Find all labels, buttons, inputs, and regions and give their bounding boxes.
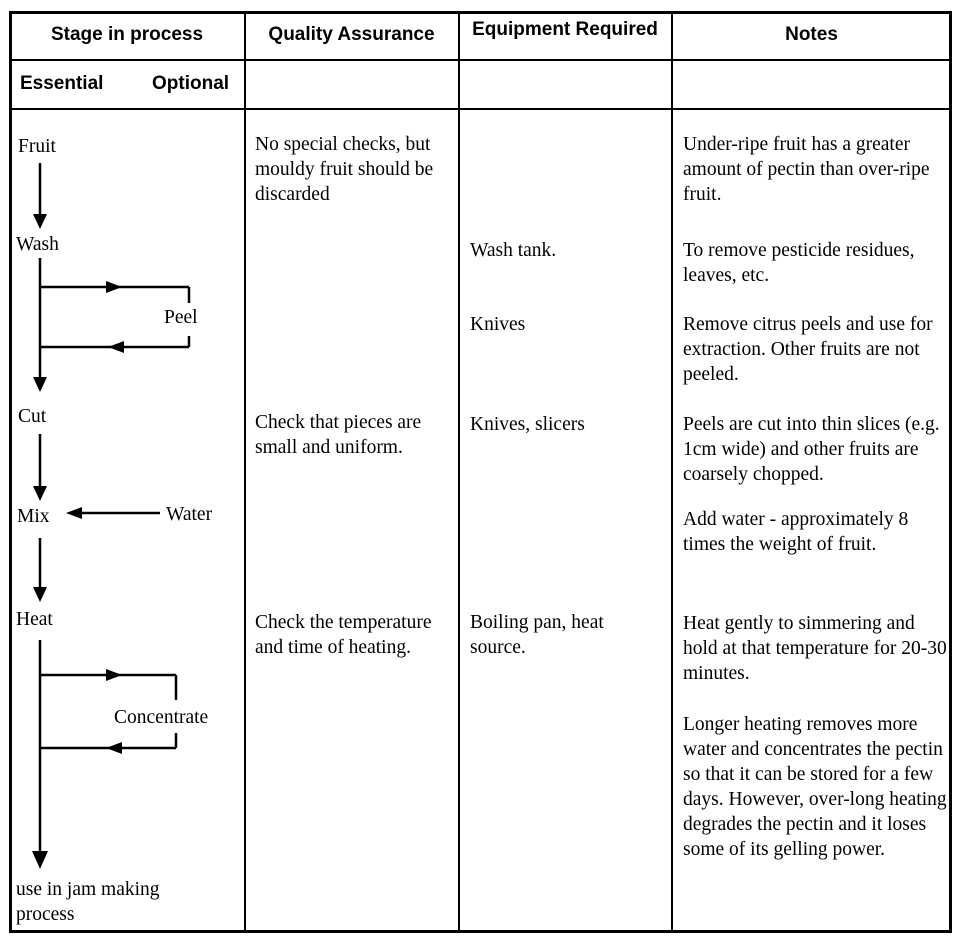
- arrow-branch-to-peel: [40, 281, 189, 303]
- equipment-wash: Wash tank.: [470, 240, 557, 261]
- equipment-heat: Boiling pan, heat source.: [470, 612, 604, 658]
- stage-peel: Peel: [164, 307, 198, 328]
- stage-mix: Mix: [17, 506, 50, 527]
- stage-water-input: Water: [166, 504, 213, 525]
- note-mix: Add water - approximately 8 times the weight of fruit.: [683, 509, 909, 555]
- stage-wash: Wash: [16, 234, 59, 255]
- qa-note-cut: Check that pieces are small and uniform.: [255, 412, 422, 458]
- column-header-notes: Notes: [785, 24, 838, 45]
- stage-concentrate: Concentrate: [114, 707, 209, 728]
- arrow-water-to-mix: [66, 507, 160, 519]
- arrow-mix-to-heat: [33, 538, 47, 602]
- note-heat: Heat gently to simmering and hold at that temperature for 20-30 minutes.: [683, 613, 947, 684]
- arrow-concentrate-return: [40, 733, 176, 754]
- stage-final-use: use in jam making process: [16, 879, 160, 925]
- subheader-optional: Optional: [152, 73, 230, 94]
- column-header-stage: Stage in process: [50, 24, 204, 45]
- arrow-fruit-to-wash: [33, 163, 47, 229]
- note-fruit: Under-ripe fruit has a greater amount of pectin than over-ripe fruit.: [683, 134, 930, 205]
- qa-note-heat: Check the temperature and time of heating.: [255, 612, 432, 658]
- arrow-wash-to-cut: [33, 258, 47, 392]
- stage-fruit: Fruit: [18, 136, 56, 157]
- note-wash: To remove pesticide residues, leaves, etc.: [683, 240, 915, 286]
- arrow-cut-to-mix: [33, 434, 47, 501]
- qa-note-fruit: No special checks, but mouldy fruit should be discarded: [255, 134, 434, 205]
- column-header-quality-assurance: Quality Assurance: [268, 24, 435, 45]
- column-header-equipment-required: Equipment Required: [472, 19, 658, 40]
- stage-heat: Heat: [16, 609, 53, 630]
- note-peel: Remove citrus peels and use for extraction. Other fruits are not peeled.: [683, 314, 933, 385]
- arrow-peel-return: [40, 336, 189, 353]
- note-concentrate: Longer heating removes more water and concentrates the pectin so that it can be stored for a few days. However, over-long heating degrades the pectin and it loses some of its gelling power.: [683, 714, 947, 860]
- equipment-peel: Knives: [470, 314, 526, 335]
- equipment-cut: Knives, slicers: [470, 414, 585, 435]
- stage-cut: Cut: [18, 406, 47, 427]
- note-cut: Peels are cut into thin slices (e.g. 1cm wide) and other fruits are coarsely chopped.: [683, 414, 940, 485]
- subheader-essential: Essential: [20, 73, 104, 94]
- arrow-branch-to-concentrate: [40, 669, 176, 700]
